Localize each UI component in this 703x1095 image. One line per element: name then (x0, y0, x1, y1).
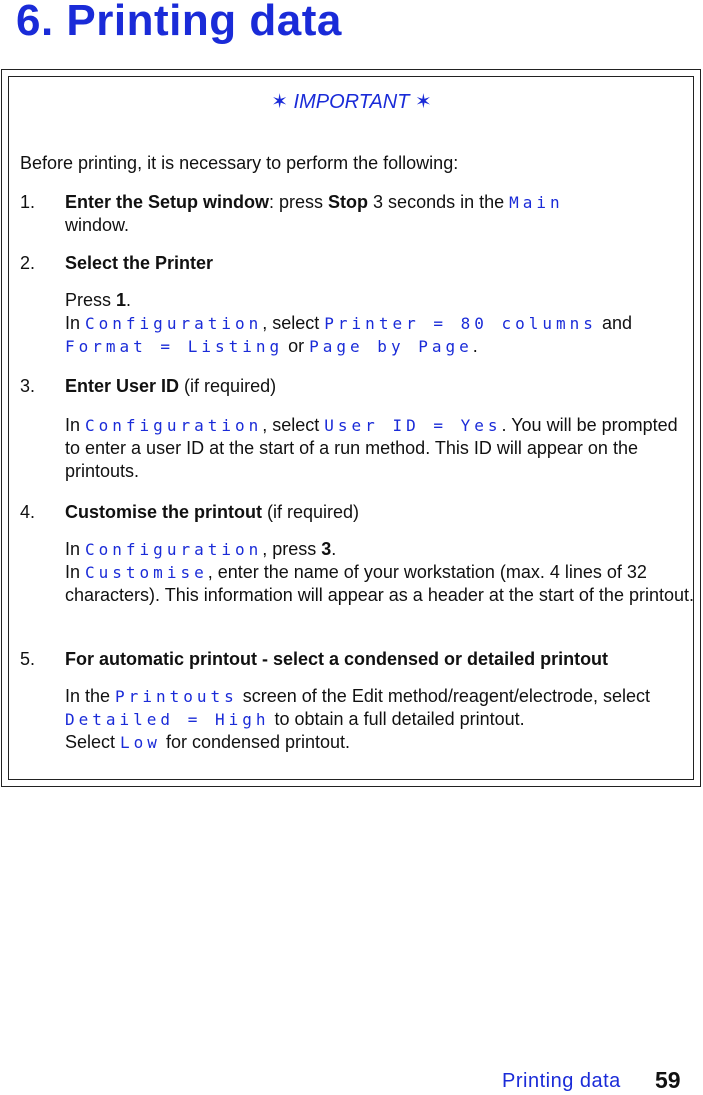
step-5-text: In the Printouts screen of the Edit method/reagent/electrode, select Detailed = High to obtain a full detailed printout. Select Low for condensed printout. (65, 686, 650, 752)
option-value: User ID = Yes (324, 416, 502, 435)
step-4-text: In Configuration, press 3. In Customise, enter the name of your workstation (max. 4 lines of 32 characters). This information will appear as a header at the start of the printout. (65, 539, 694, 605)
step-3-text: In Configuration, select User ID = Yes. You will be prompted to enter a user ID at the start of a run method. This ID will appear on the printouts. (65, 415, 678, 481)
key-1: 1 (116, 290, 127, 310)
step-1-text: Enter the Setup window: press Stop 3 seconds in the Main window. (65, 192, 564, 235)
stop-key: Stop (328, 192, 369, 212)
step-2-text: Press 1. In Configuration, select Printer = 80 columns and Format = Listing or Page by Page. (65, 290, 632, 356)
menu-name: Customise (85, 563, 208, 582)
step-heading: Customise the printout (if required) (65, 502, 360, 522)
step-number: 2. (20, 253, 36, 273)
option-value: Printer = 80 columns (324, 314, 597, 333)
screen-name: Printouts (115, 687, 238, 706)
step-heading: For automatic printout - select a condensed or detailed printout (65, 649, 609, 669)
menu-name: Configuration (85, 416, 263, 435)
menu-name: Configuration (85, 540, 263, 559)
option-value: Format = Listing (65, 337, 284, 356)
option-value: Detailed = High (65, 710, 270, 729)
important-heading (0, 89, 703, 114)
menu-name: Configuration (85, 314, 263, 333)
important-label: IMPORTANT (293, 91, 410, 113)
page-number: 59 (655, 1067, 681, 1093)
option-value: Low (120, 733, 161, 752)
step-number: 1. (20, 192, 36, 212)
step-heading: Enter the Setup window (65, 192, 270, 212)
star-icon: ✶ (415, 91, 432, 113)
step-heading: Select the Printer (65, 253, 214, 273)
step-number: 4. (20, 502, 36, 522)
key-3: 3 (321, 539, 332, 559)
option-value: Page by Page (309, 337, 473, 356)
footer-section-title: Printing data (502, 1070, 621, 1092)
screen-name: Main (509, 193, 564, 212)
step-number: 3. (20, 376, 36, 396)
star-icon: ✶ (271, 91, 288, 113)
intro-text: Before printing, it is necessary to perform the following: (20, 153, 459, 173)
page-title: 6. Printing data (16, 0, 342, 45)
step-heading: Enter User ID (if required) (65, 376, 277, 396)
step-number: 5. (20, 649, 36, 669)
